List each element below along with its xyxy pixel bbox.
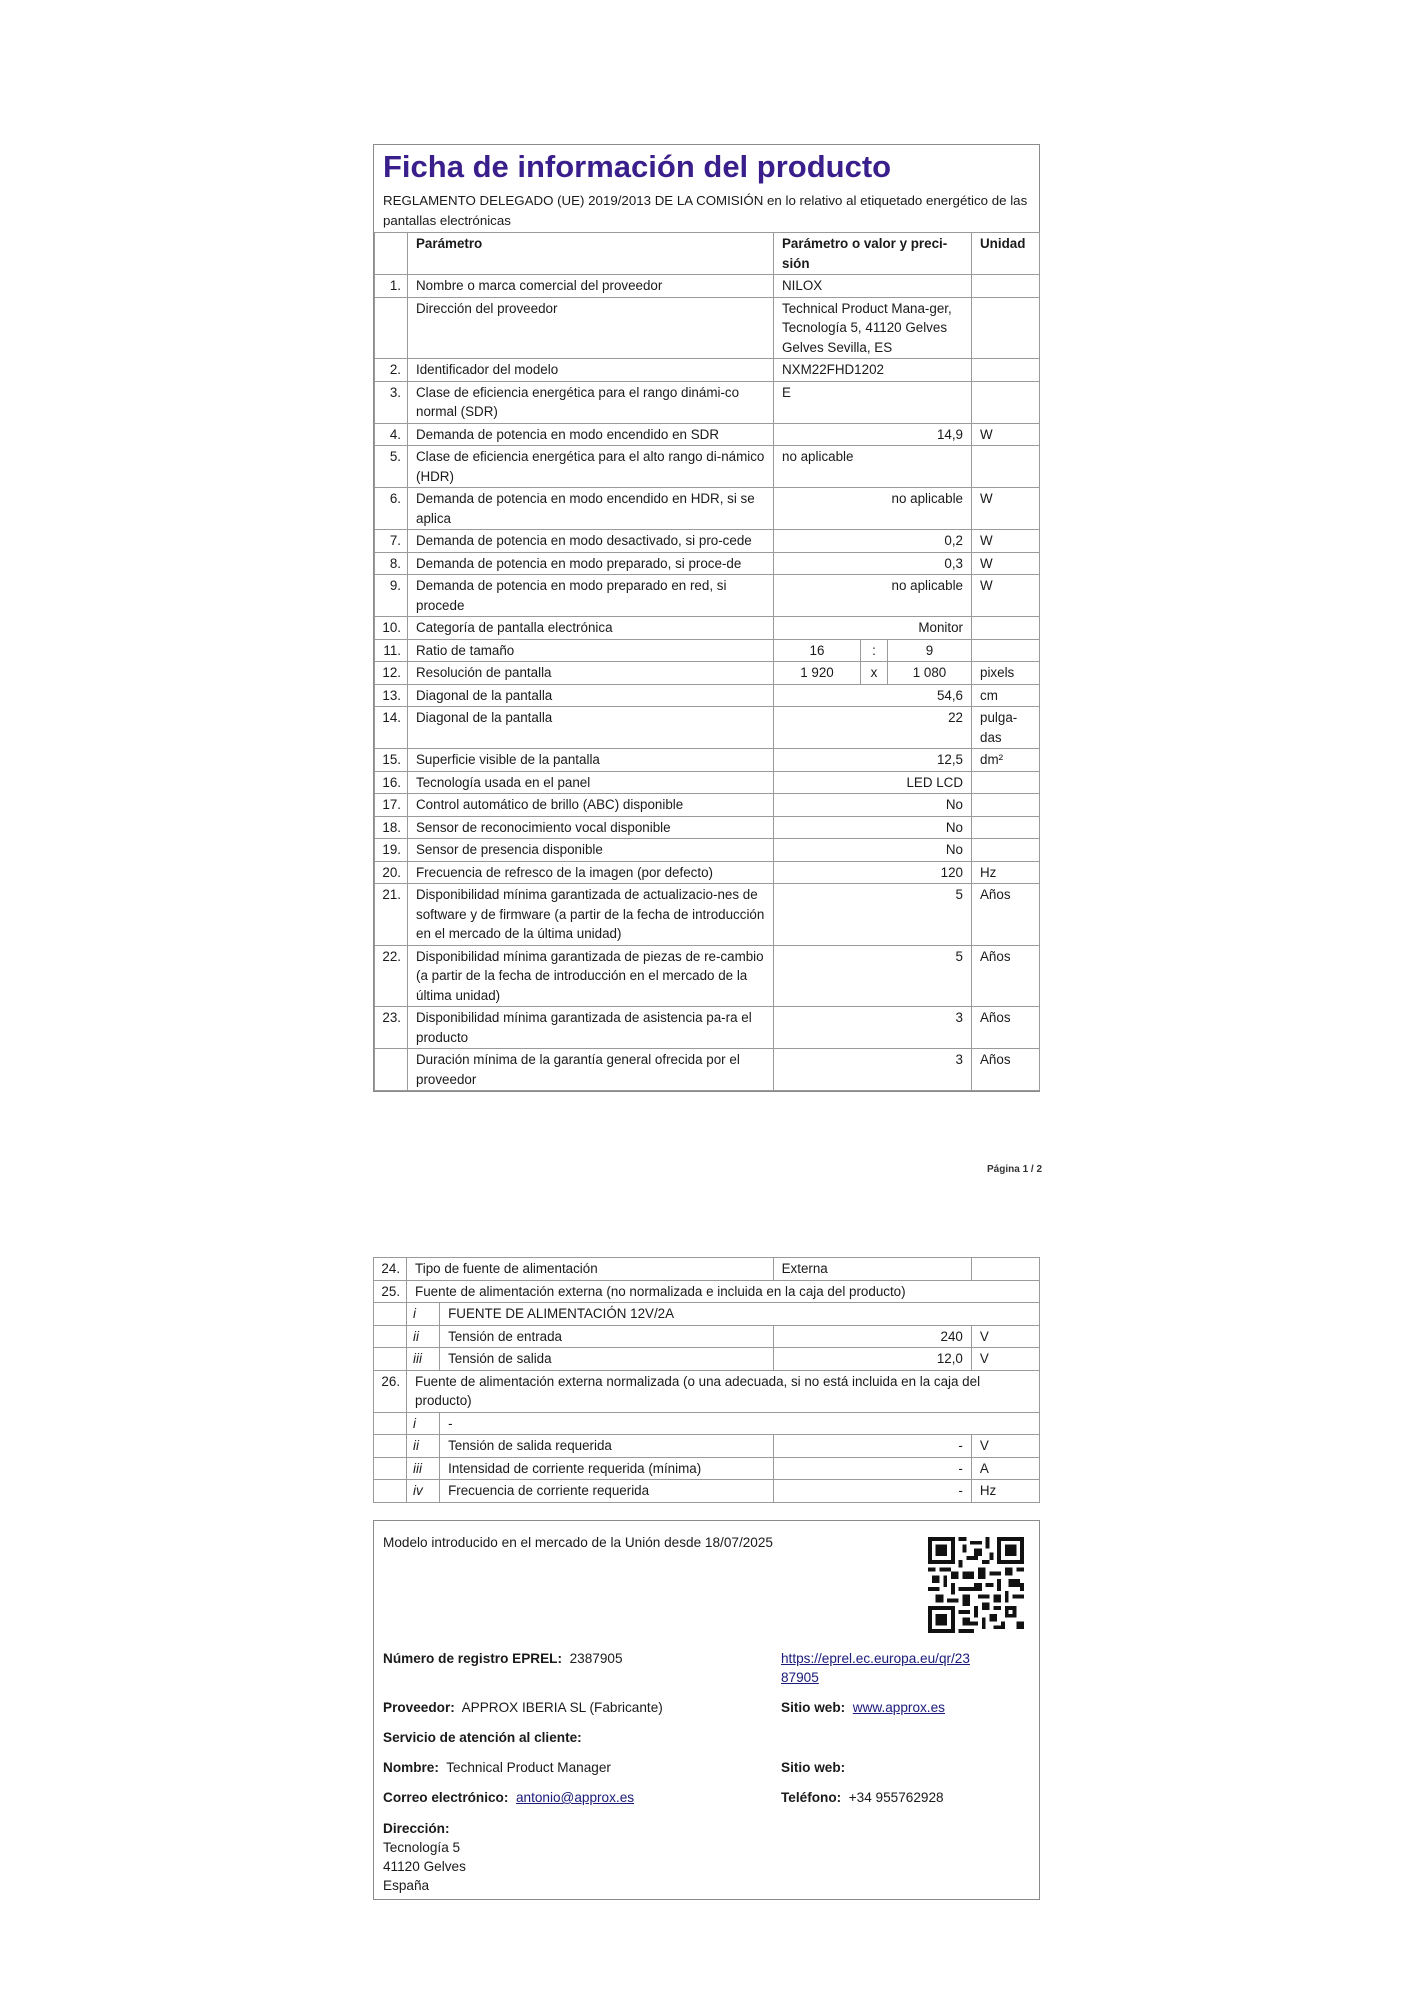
row-unit [972, 617, 1040, 640]
table-row [374, 1348, 1040, 1371]
row-number: 1. [375, 275, 408, 298]
row-unit: Años [972, 945, 1040, 1007]
row-unit: Años [972, 1007, 1040, 1049]
row-value: NXM22FHD1202 [774, 359, 972, 382]
row-label: Diagonal de la pantalla [408, 684, 774, 707]
table-row [375, 1049, 1040, 1091]
table-row [374, 1303, 1040, 1326]
table-row [374, 1435, 1040, 1458]
row-number [374, 1457, 407, 1480]
table-row [375, 381, 1040, 423]
table-row [375, 794, 1040, 817]
table-row [375, 617, 1040, 640]
phone-value: +34 955762928 [848, 1790, 944, 1805]
table-row [375, 839, 1040, 862]
row-number: 22. [375, 945, 408, 1007]
table-row [374, 1258, 1040, 1281]
table-header-row [375, 233, 1040, 275]
row-number: 15. [375, 749, 408, 772]
row-label: Frecuencia de refresco de la imagen (por defecto) [408, 861, 774, 884]
row-label: Demanda de potencia en modo preparado en red, si procede [408, 575, 774, 617]
table-row [375, 446, 1040, 488]
row-label: Clase de eficiencia energética para el rango dinámi-co normal (SDR) [408, 381, 774, 423]
row-unit [972, 839, 1040, 862]
row-number: 10. [375, 617, 408, 640]
address-label: Dirección: [383, 1821, 450, 1836]
value-b: 1 080 [912, 665, 947, 680]
website-link[interactable]: www.approx.es [852, 1700, 945, 1715]
row-label: Clase de eficiencia energética para el alto rango di-námico (HDR) [408, 446, 774, 488]
header-value: Parámetro o valor y preci-sión [774, 233, 972, 275]
table-row [375, 297, 1040, 359]
table-row [375, 552, 1040, 575]
row-number: 20. [375, 861, 408, 884]
row-number: 26. [374, 1370, 407, 1412]
row-label: FUENTE DE ALIMENTACIÓN 12V/2A [440, 1303, 1040, 1326]
value-a: 16 [774, 640, 861, 662]
table-row [374, 1457, 1040, 1480]
eprel-value: 2387905 [569, 1651, 623, 1666]
row-unit: Hz [972, 861, 1040, 884]
row-number: 6. [375, 488, 408, 530]
email-link[interactable]: antonio@approx.es [515, 1790, 635, 1805]
table-row [374, 1280, 1040, 1303]
row-value: 3 [774, 1007, 972, 1049]
row-unit [972, 794, 1040, 817]
row-value: 0,2 [774, 530, 972, 553]
table-row [375, 816, 1040, 839]
row-value: 120 [774, 861, 972, 884]
eprel-label: Número de registro EPREL: [383, 1651, 563, 1666]
name-label: Nombre: [383, 1760, 439, 1775]
table-row [375, 1007, 1040, 1049]
power-supply-table-wrap [373, 1257, 1040, 1503]
row-number: 23. [375, 1007, 408, 1049]
row-label: Sensor de presencia disponible [408, 839, 774, 862]
table-row [374, 1325, 1040, 1348]
row-value: E [774, 381, 972, 423]
row-number: 12. [375, 662, 408, 685]
contact-phone [781, 1788, 944, 1807]
value-separator: x [861, 662, 888, 684]
row-unit [972, 297, 1040, 359]
supplier-label: Proveedor: [383, 1700, 455, 1715]
row-unit: dm² [972, 749, 1040, 772]
row-value [774, 639, 972, 662]
row-unit: V [971, 1325, 1039, 1348]
row-unit [972, 816, 1040, 839]
contact-name [383, 1758, 611, 1777]
row-value: no aplicable [774, 446, 972, 488]
row-number: 18. [375, 816, 408, 839]
row-unit [972, 639, 1040, 662]
website2-label: Sitio web: [781, 1760, 846, 1775]
row-unit: cm [972, 684, 1040, 707]
website-label: Sitio web: [781, 1700, 846, 1715]
row-label: Dirección del proveedor [408, 297, 774, 359]
address-line-2: 41120 Gelves [383, 1859, 466, 1874]
table-row [375, 945, 1040, 1007]
row-number: 11. [375, 639, 408, 662]
row-value: Technical Product Mana-ger, Tecnología 5, 41120 Gelves Gelves Sevilla, ES [774, 297, 972, 359]
row-label: Identificador del modelo [408, 359, 774, 382]
row-number: 4. [375, 423, 408, 446]
row-label: Superficie visible de la pantalla [408, 749, 774, 772]
supplier-info-box [373, 1520, 1040, 1900]
supplier-value: APPROX IBERIA SL (Fabricante) [461, 1700, 663, 1715]
row-number: 7. [375, 530, 408, 553]
split-value [774, 662, 971, 684]
row-number [374, 1412, 407, 1435]
row-unit [972, 359, 1040, 382]
header-param: Parámetro [408, 233, 774, 275]
row-label: Demanda de potencia en modo preparado, si proce-de [408, 552, 774, 575]
product-info-sheet [373, 144, 1040, 1092]
row-value: no aplicable [774, 575, 972, 617]
row-label: Disponibilidad mínima garantizada de actualizacio-nes de software y de firmware (a partir de la fecha de introducción en el mercado de la última unidad) [408, 884, 774, 946]
row-value: Externa [773, 1258, 971, 1281]
row-value: 0,3 [774, 552, 972, 575]
eprel-registration [383, 1649, 623, 1668]
table-row [375, 749, 1040, 772]
customer-service-label: Servicio de atención al cliente: [383, 1730, 582, 1745]
power-supply-table [373, 1257, 1040, 1503]
regulation-subtitle: REGLAMENTO DELEGADO (UE) 2019/2013 DE LA COMISIÓN en lo relativo al etiquetado energético de las pantallas electrónicas [383, 193, 1028, 228]
row-number: 3. [375, 381, 408, 423]
row-label: Resolución de pantalla [408, 662, 774, 685]
row-label: Tensión de salida [440, 1348, 774, 1371]
row-value: No [774, 839, 972, 862]
row-unit: A [971, 1457, 1039, 1480]
row-label: Demanda de potencia en modo encendido en HDR, si se aplica [408, 488, 774, 530]
table-row [375, 530, 1040, 553]
row-unit [971, 1258, 1039, 1281]
market-intro-text: Modelo introducido en el mercado de la Unión desde 18/07/2025 [383, 1535, 773, 1550]
row-label: Demanda de potencia en modo desactivado, si pro-cede [408, 530, 774, 553]
row-value: Monitor [774, 617, 972, 640]
row-number [374, 1348, 407, 1371]
row-value: 12,0 [773, 1348, 971, 1371]
table-row [375, 707, 1040, 749]
table-row [374, 1480, 1040, 1503]
row-number [374, 1480, 407, 1503]
row-value: 12,5 [774, 749, 972, 772]
table-row [375, 575, 1040, 617]
eprel-link-line-1[interactable]: https://eprel.ec.europa.eu/qr/23 [781, 1651, 970, 1666]
row-value: 14,9 [774, 423, 972, 446]
table-row [375, 771, 1040, 794]
eprel-link[interactable] [781, 1649, 970, 1687]
row-unit: W [972, 575, 1040, 617]
page-title: Ficha de información del producto [383, 149, 892, 184]
table-row [375, 662, 1040, 685]
row-number [374, 1325, 407, 1348]
value-b: 9 [925, 642, 934, 658]
row-value [774, 662, 972, 685]
row-roman: iii [407, 1457, 440, 1480]
row-label: Disponibilidad mínima garantizada de asistencia pa-ra el producto [408, 1007, 774, 1049]
row-unit: Años [972, 884, 1040, 946]
header-unit: Unidad [972, 233, 1040, 275]
value-separator: : [861, 640, 888, 662]
row-label: Sensor de reconocimiento vocal disponible [408, 816, 774, 839]
row-unit [972, 275, 1040, 298]
header-num [375, 233, 408, 275]
row-roman: ii [407, 1325, 440, 1348]
row-value: 22 [774, 707, 972, 749]
parameters-table-body [375, 233, 1040, 1091]
qr-code-icon [928, 1537, 1024, 1633]
row-unit: W [972, 488, 1040, 530]
row-number: 19. [375, 839, 408, 862]
row-number [375, 1049, 408, 1091]
row-label: Tensión de entrada [440, 1325, 774, 1348]
row-unit [972, 446, 1040, 488]
address-line-1: Tecnología 5 [383, 1840, 461, 1855]
table-row [375, 684, 1040, 707]
row-unit [972, 771, 1040, 794]
row-number: 14. [375, 707, 408, 749]
row-number: 21. [375, 884, 408, 946]
row-unit: W [972, 530, 1040, 553]
row-value: no aplicable [774, 488, 972, 530]
split-value [774, 640, 971, 662]
table-row [375, 359, 1040, 382]
row-label: Tipo de fuente de alimentación [407, 1258, 774, 1281]
address-block [383, 1819, 466, 1895]
row-value: 240 [773, 1325, 971, 1348]
row-label: Frecuencia de corriente requerida [440, 1480, 774, 1503]
customer-service-heading [383, 1728, 582, 1747]
row-value: LED LCD [774, 771, 972, 794]
row-label: Control automático de brillo (ABC) disponible [408, 794, 774, 817]
row-unit: pixels [972, 662, 1040, 685]
table-row [375, 639, 1040, 662]
row-number [374, 1435, 407, 1458]
row-value: - [773, 1457, 971, 1480]
row-label: - [440, 1412, 1040, 1435]
row-roman: iii [407, 1348, 440, 1371]
eprel-link-line-2[interactable]: 87905 [781, 1670, 819, 1685]
row-number: 17. [375, 794, 408, 817]
row-value: 54,6 [774, 684, 972, 707]
row-number: 13. [375, 684, 408, 707]
row-label: Categoría de pantalla electrónica [408, 617, 774, 640]
phone-label: Teléfono: [781, 1790, 842, 1805]
row-value: 5 [774, 945, 972, 1007]
name-value: Technical Product Manager [446, 1760, 611, 1775]
row-roman: ii [407, 1435, 440, 1458]
row-number: 25. [374, 1280, 407, 1303]
row-label: Fuente de alimentación externa (no normalizada e incluida en la caja del producto) [407, 1280, 1040, 1303]
row-label: Disponibilidad mínima garantizada de piezas de re-cambio (a partir de la fecha de introducción en el mercado de la última unidad) [408, 945, 774, 1007]
row-value: - [773, 1480, 971, 1503]
row-unit: V [971, 1435, 1039, 1458]
parameters-table [374, 232, 1040, 1091]
row-value: 3 [774, 1049, 972, 1091]
table-row [374, 1370, 1040, 1412]
row-label: Diagonal de la pantalla [408, 707, 774, 749]
service-website [781, 1758, 845, 1777]
table-row [375, 884, 1040, 946]
row-label: Tensión de salida requerida [440, 1435, 774, 1458]
table-row [375, 488, 1040, 530]
row-number [375, 297, 408, 359]
row-value: No [774, 816, 972, 839]
page-number: Página 1 / 2 [987, 1164, 1043, 1175]
email-label: Correo electrónico: [383, 1790, 509, 1805]
row-label: Ratio de tamaño [408, 639, 774, 662]
row-number: 5. [375, 446, 408, 488]
table-row [374, 1412, 1040, 1435]
supplier-website [781, 1698, 945, 1717]
row-label: Demanda de potencia en modo encendido en SDR [408, 423, 774, 446]
table-row [375, 275, 1040, 298]
row-label: Duración mínima de la garantía general ofrecida por el proveedor [408, 1049, 774, 1091]
row-unit: W [972, 552, 1040, 575]
address-line-3: España [383, 1878, 430, 1893]
row-number: 24. [374, 1258, 407, 1281]
row-number: 2. [375, 359, 408, 382]
row-roman: i [407, 1303, 440, 1326]
row-unit: V [971, 1348, 1039, 1371]
row-number [374, 1303, 407, 1326]
row-roman: iv [407, 1480, 440, 1503]
row-unit [972, 381, 1040, 423]
value-a: 1 920 [774, 662, 861, 684]
table-row [375, 423, 1040, 446]
row-unit: Hz [971, 1480, 1039, 1503]
contact-email [383, 1788, 634, 1807]
row-value: No [774, 794, 972, 817]
row-roman: i [407, 1412, 440, 1435]
row-unit: pulga-das [972, 707, 1040, 749]
row-label: Nombre o marca comercial del proveedor [408, 275, 774, 298]
row-value: - [773, 1435, 971, 1458]
row-label: Fuente de alimentación externa normalizada (o una adecuada, si no está incluida en la caja del producto) [407, 1370, 1040, 1412]
table-row [375, 861, 1040, 884]
row-unit: W [972, 423, 1040, 446]
row-label: Intensidad de corriente requerida (mínima) [440, 1457, 774, 1480]
row-value: 5 [774, 884, 972, 946]
row-number: 16. [375, 771, 408, 794]
row-label: Tecnología usada en el panel [408, 771, 774, 794]
row-unit: Años [972, 1049, 1040, 1091]
row-value: NILOX [774, 275, 972, 298]
row-number: 8. [375, 552, 408, 575]
row-number: 9. [375, 575, 408, 617]
supplier [383, 1698, 663, 1717]
